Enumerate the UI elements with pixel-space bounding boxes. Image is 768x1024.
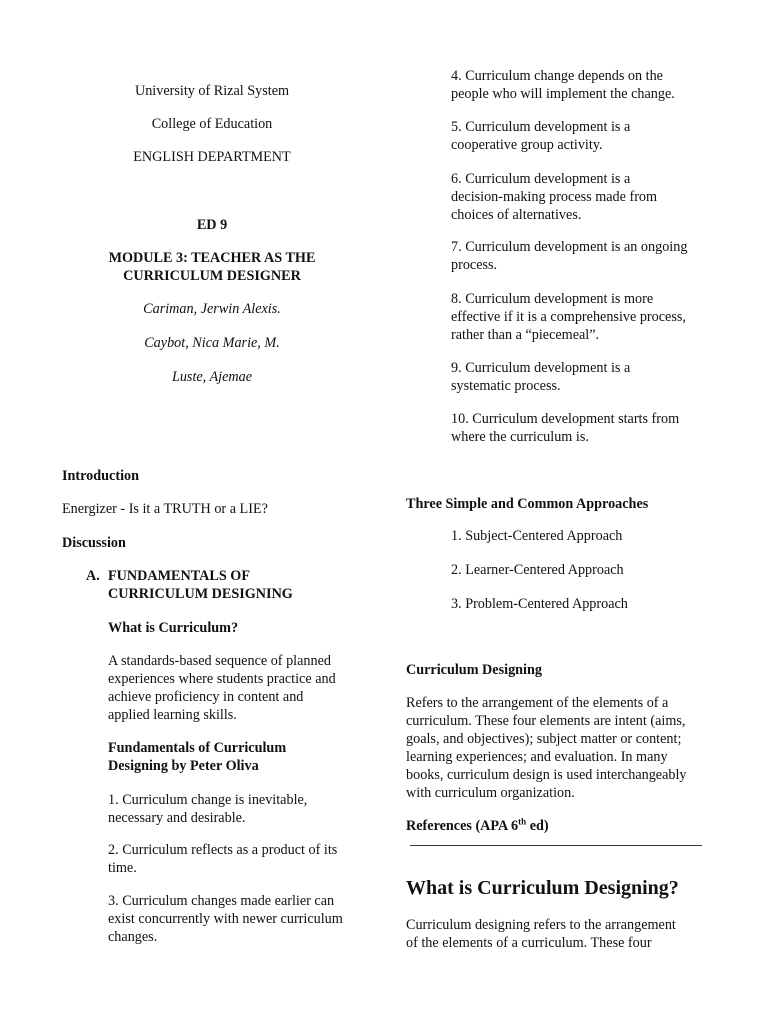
- text-line: 4. Curriculum change depends on the: [451, 68, 663, 84]
- text-line: time.: [108, 860, 137, 876]
- text-line: experiences where students practice and: [108, 671, 336, 687]
- list-item: [451, 67, 675, 103]
- section-a-letter: A.: [86, 568, 100, 584]
- text-line: where the curriculum is.: [451, 429, 589, 445]
- text-line: with curriculum organization.: [406, 785, 575, 801]
- author-2: Caybot, Nica Marie, M.: [144, 335, 280, 351]
- curriculum-designing-text: [406, 694, 716, 802]
- text-line: changes.: [108, 929, 158, 945]
- discussion-heading: Discussion: [62, 535, 126, 551]
- section-a-title: [108, 567, 293, 603]
- list-item: [451, 410, 679, 446]
- list-item: [451, 359, 630, 395]
- text-line: 10. Curriculum development starts from: [451, 411, 680, 427]
- fundamentals-heading: [108, 739, 286, 775]
- text-line: choices of alternatives.: [451, 207, 582, 223]
- text-line: curriculum. These four elements are intent (aims,: [406, 713, 686, 729]
- section-a-title-line1: FUNDAMENTALS OF: [108, 568, 251, 584]
- text-line: cooperative group activity.: [451, 137, 603, 153]
- list-item: 1. Subject-Centered Approach: [451, 528, 623, 544]
- horizontal-rule: [410, 845, 702, 846]
- text-line: rather than a “piecemeal”.: [451, 327, 600, 343]
- module-title: [90, 249, 334, 285]
- text-line: learning experiences; and evaluation. In many: [406, 749, 668, 765]
- text-line: 2. Curriculum reflects as a product of its: [108, 842, 338, 858]
- text-line: necessary and desirable.: [108, 810, 246, 826]
- text-line: 6. Curriculum development is a: [451, 171, 631, 187]
- text-line: 3. Curriculum changes made earlier can: [108, 893, 335, 909]
- list-item: 2. Learner-Centered Approach: [451, 562, 624, 578]
- references-heading: [406, 817, 549, 835]
- module-title-line1: MODULE 3: TEACHER AS THE: [108, 250, 316, 266]
- text-line: Fundamentals of Curriculum: [108, 740, 287, 756]
- curriculum-definition: [108, 652, 336, 724]
- energizer-text: Energizer - Is it a TRUTH or a LIE?: [62, 501, 268, 517]
- course-code: ED 9: [196, 217, 228, 233]
- list-item: [108, 841, 337, 877]
- list-item: [451, 170, 657, 224]
- text-line: applied learning skills.: [108, 707, 237, 723]
- list-item: [108, 791, 307, 827]
- curriculum-designing-heading: Curriculum Designing: [406, 662, 542, 678]
- curriculum-designing-intro: [406, 916, 676, 952]
- text-line: systematic process.: [451, 378, 561, 394]
- text-line: people who will implement the change.: [451, 86, 675, 102]
- department-name: ENGLISH DEPARTMENT: [133, 149, 291, 165]
- module-title-line2: CURRICULUM DESIGNER: [123, 268, 301, 284]
- text-line: 5. Curriculum development is a: [451, 119, 631, 135]
- text-line: effective if it is a comprehensive process,: [451, 309, 686, 325]
- list-item: [451, 238, 687, 274]
- references-superscript: th: [518, 816, 527, 827]
- approaches-heading: Three Simple and Common Approaches: [406, 496, 649, 512]
- text-line: Curriculum designing refers to the arrangement: [406, 917, 676, 933]
- university-name: University of Rizal System: [134, 83, 290, 99]
- section-heading: What is Curriculum Designing?: [406, 877, 679, 899]
- references-suffix: ed): [526, 818, 549, 834]
- text-line: decision-making process made from: [451, 189, 658, 205]
- introduction-heading: Introduction: [62, 468, 139, 484]
- text-line: 1. Curriculum change is inevitable,: [108, 792, 308, 808]
- college-name: College of Education: [151, 116, 273, 132]
- what-is-curriculum-heading: What is Curriculum?: [108, 620, 239, 636]
- text-line: Refers to the arrangement of the elements of a: [406, 695, 669, 711]
- text-line: process.: [451, 257, 498, 273]
- author-3: Luste, Ajemae: [171, 369, 253, 385]
- text-line: Designing by Peter Oliva: [108, 758, 259, 774]
- text-line: goals, and objectives); subject matter or content;: [406, 731, 682, 747]
- text-line: achieve proficiency in content and: [108, 689, 304, 705]
- text-line: books, curriculum design is used interchangeably: [406, 767, 687, 783]
- text-line: of the elements of a curriculum. These four: [406, 935, 652, 951]
- text-line: 7. Curriculum development is an ongoing: [451, 239, 688, 255]
- text-line: A standards-based sequence of planned: [108, 653, 331, 669]
- list-item: 3. Problem-Centered Approach: [451, 596, 628, 612]
- text-line: exist concurrently with newer curriculum: [108, 911, 343, 927]
- text-line: 8. Curriculum development is more: [451, 291, 654, 307]
- list-item: [451, 290, 686, 344]
- list-item: [451, 118, 630, 154]
- author-1: Cariman, Jerwin Alexis.: [143, 301, 281, 317]
- list-item: [108, 892, 343, 946]
- references-prefix: References (APA 6: [406, 818, 519, 834]
- section-a-title-line2: CURRICULUM DESIGNING: [108, 586, 293, 602]
- text-line: 9. Curriculum development is a: [451, 360, 631, 376]
